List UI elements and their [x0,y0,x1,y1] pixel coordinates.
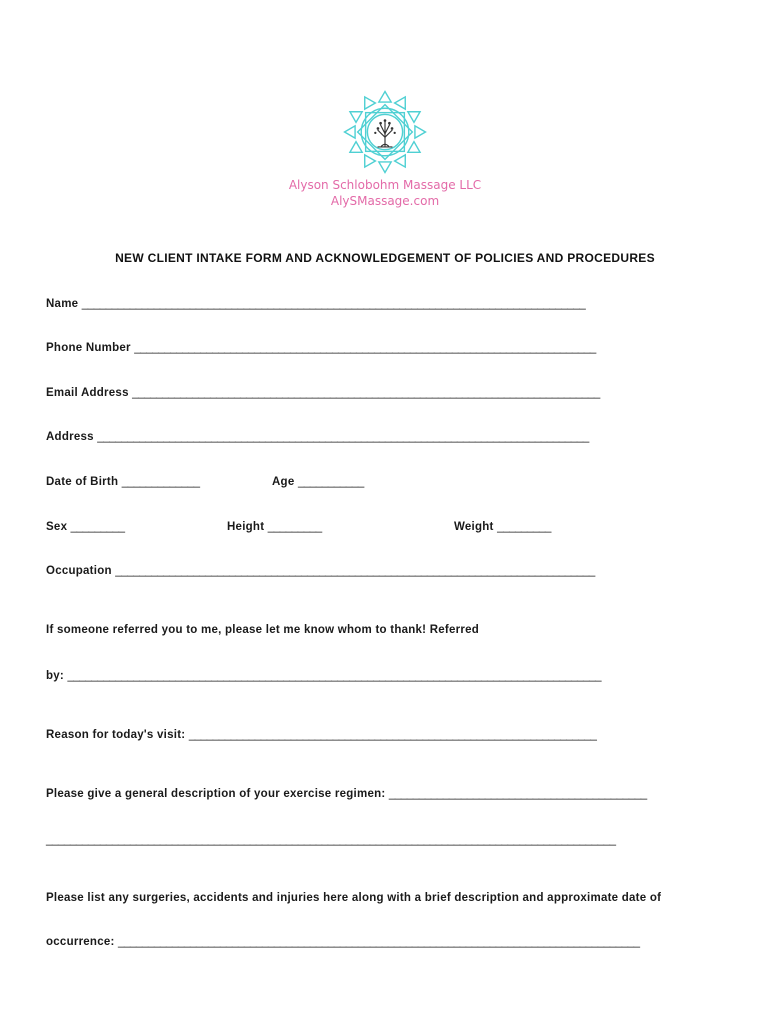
age-label: Age [272,476,295,488]
phone-field[interactable] [46,342,596,354]
reason-field[interactable] [46,729,597,741]
sex-blank[interactable]: _________ [70,521,125,533]
dob-field[interactable] [46,476,200,488]
occupation-label: Occupation [46,565,112,577]
occurrence-label: occurrence: [46,936,115,948]
weight-field[interactable] [454,521,551,533]
occurrence-field[interactable] [46,936,640,948]
mandala-tree-logo [340,88,430,176]
referral-text: If someone referred you to me, please let me know whom to thank! Referred [46,624,479,636]
name-field[interactable] [46,298,585,310]
weight-label: Weight [454,521,494,533]
referral-blank[interactable]: _________________________________________________________________________________________ [67,670,602,682]
name-label: Name [46,298,79,310]
address-label: Address [46,431,94,443]
dob-label: Date of Birth [46,476,119,488]
occurrence-blank[interactable]: _______________________________________________________________________________________ [118,936,640,948]
phone-label: Phone Number [46,342,131,354]
email-blank[interactable]: ______________________________________________________________________________ [132,387,600,399]
dob-blank[interactable]: _____________ [121,476,200,488]
exercise-blank[interactable]: ___________________________________________ [388,788,647,800]
exercise-field[interactable] [46,788,647,800]
occupation-blank[interactable]: ________________________________________________________________________________ [115,565,595,577]
height-blank[interactable]: _________ [267,521,322,533]
address-blank[interactable]: __________________________________________________________________________________ [97,431,589,443]
age-field[interactable] [272,476,364,488]
referral-label: by: [46,670,64,682]
exercise-blank-2[interactable]: _______________________________________________________________________________________________ [46,834,616,846]
exercise-label: Please give a general description of your exercise regimen: [46,788,386,800]
reason-blank[interactable]: ____________________________________________________________________ [188,729,597,741]
address-field[interactable] [46,431,589,443]
name-blank[interactable]: ____________________________________________________________________________________ [81,298,586,310]
referral-field[interactable] [46,670,601,682]
company-name: Alyson Schlobohm Massage LLC [288,178,482,192]
company-website: AlySMassage.com [330,194,440,208]
height-label: Height [227,521,265,533]
weight-blank[interactable]: _________ [497,521,552,533]
exercise-field-continued[interactable] [46,834,616,846]
reason-label: Reason for today's visit: [46,729,186,741]
sex-field[interactable] [46,521,125,533]
surgeries-text: Please list any surgeries, accidents and injuries here along with a brief description and approximate date of [46,892,662,904]
age-blank[interactable]: ___________ [297,476,364,488]
form-title: NEW CLIENT INTAKE FORM AND ACKNOWLEDGEMENT OF POLICIES AND PROCEDURES [115,251,655,265]
email-label: Email Address [46,387,129,399]
email-field[interactable] [46,387,600,399]
sex-label: Sex [46,521,68,533]
height-field[interactable] [227,521,322,533]
occupation-field[interactable] [46,565,595,577]
phone-blank[interactable]: _____________________________________________________________________________ [134,342,596,354]
